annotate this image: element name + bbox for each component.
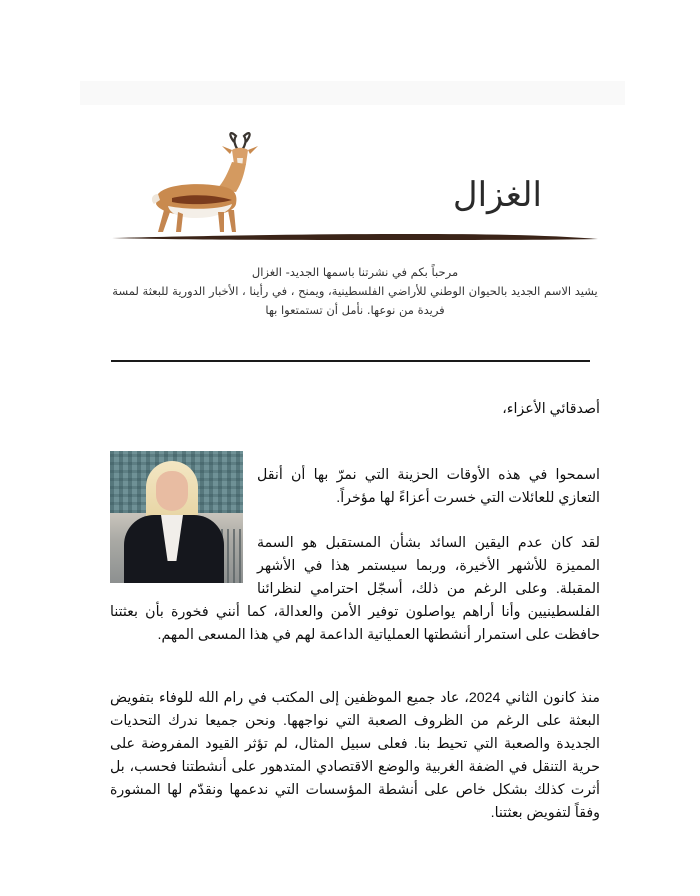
newsletter-title: الغزال xyxy=(452,175,542,215)
intro-line-closing: فريدة من نوعها. نأمل أن تستمتعوا بها xyxy=(265,303,445,317)
intro-line-welcome: مرحباً بكم في نشرتنا باسمها الجديد- الغزال xyxy=(251,265,459,279)
ground-line-decoration xyxy=(110,230,600,244)
paragraph-return-to-office: منذ كانون الثاني 2024، عاد جميع الموظفين إلى المكتب في رام الله للوفاء بتفويض البعثة على الرغم من الظروف الصعبة التي نواجهها. ونحن جميعا ندرك التحديات الجديدة والصعبة التي تحيط بنا. فعلى سبيل المثال، لم تؤثر القيود المفروضة على حرية التنقل في الضفة الغربية والوضع الاقتصادي المتدهور على أنشطتنا فحسب، بل أثرت كذلك بشكل خاص على أنشطة المؤسسات التي ندعمها ونقدّم لها المشورة وفقاً لتفويض بعثتنا. xyxy=(110,690,600,821)
salutation: أصدقائي الأعزاء، xyxy=(502,401,600,417)
paragraph-condolences: اسمحوا في هذه الأوقات الحزينة التي نمرّ بها أن أنقل التعازي للعائلات التي خسرت أعزاءً لها مؤخراً. xyxy=(257,467,600,506)
letter-body xyxy=(110,398,600,847)
paragraph-uncertainty: لقد كان عدم اليقين السائد بشأن المستقبل هو السمة المميزة للأشهر الأخيرة، وربما سيستمر هذا في الأشهر المقبلة. وعلى الرغم من ذلك، أسجّل احترامي لنظرائنا الفلسطينيين وأنا أراهم يواصلون توفير الأمن والعدالة، كما أنني فخورة بأن بعثتنا حافظت على استمرار أنشطتها العملياتية الداعمة لهم في هذا المسعى المهم. xyxy=(110,535,600,643)
top-band xyxy=(80,81,625,105)
portrait-photo xyxy=(110,451,243,583)
masthead xyxy=(110,130,600,245)
section-divider xyxy=(111,360,590,362)
intro-line-description: يشيد الاسم الجديد بالحيوان الوطني للأراضي الفلسطينية، ويمنح ، في رأينا ، الأخبار الدورية للبعثة لمسة xyxy=(112,284,598,298)
newsletter-intro xyxy=(110,263,600,320)
gazelle-illustration xyxy=(138,132,268,238)
photo-face xyxy=(156,471,188,511)
